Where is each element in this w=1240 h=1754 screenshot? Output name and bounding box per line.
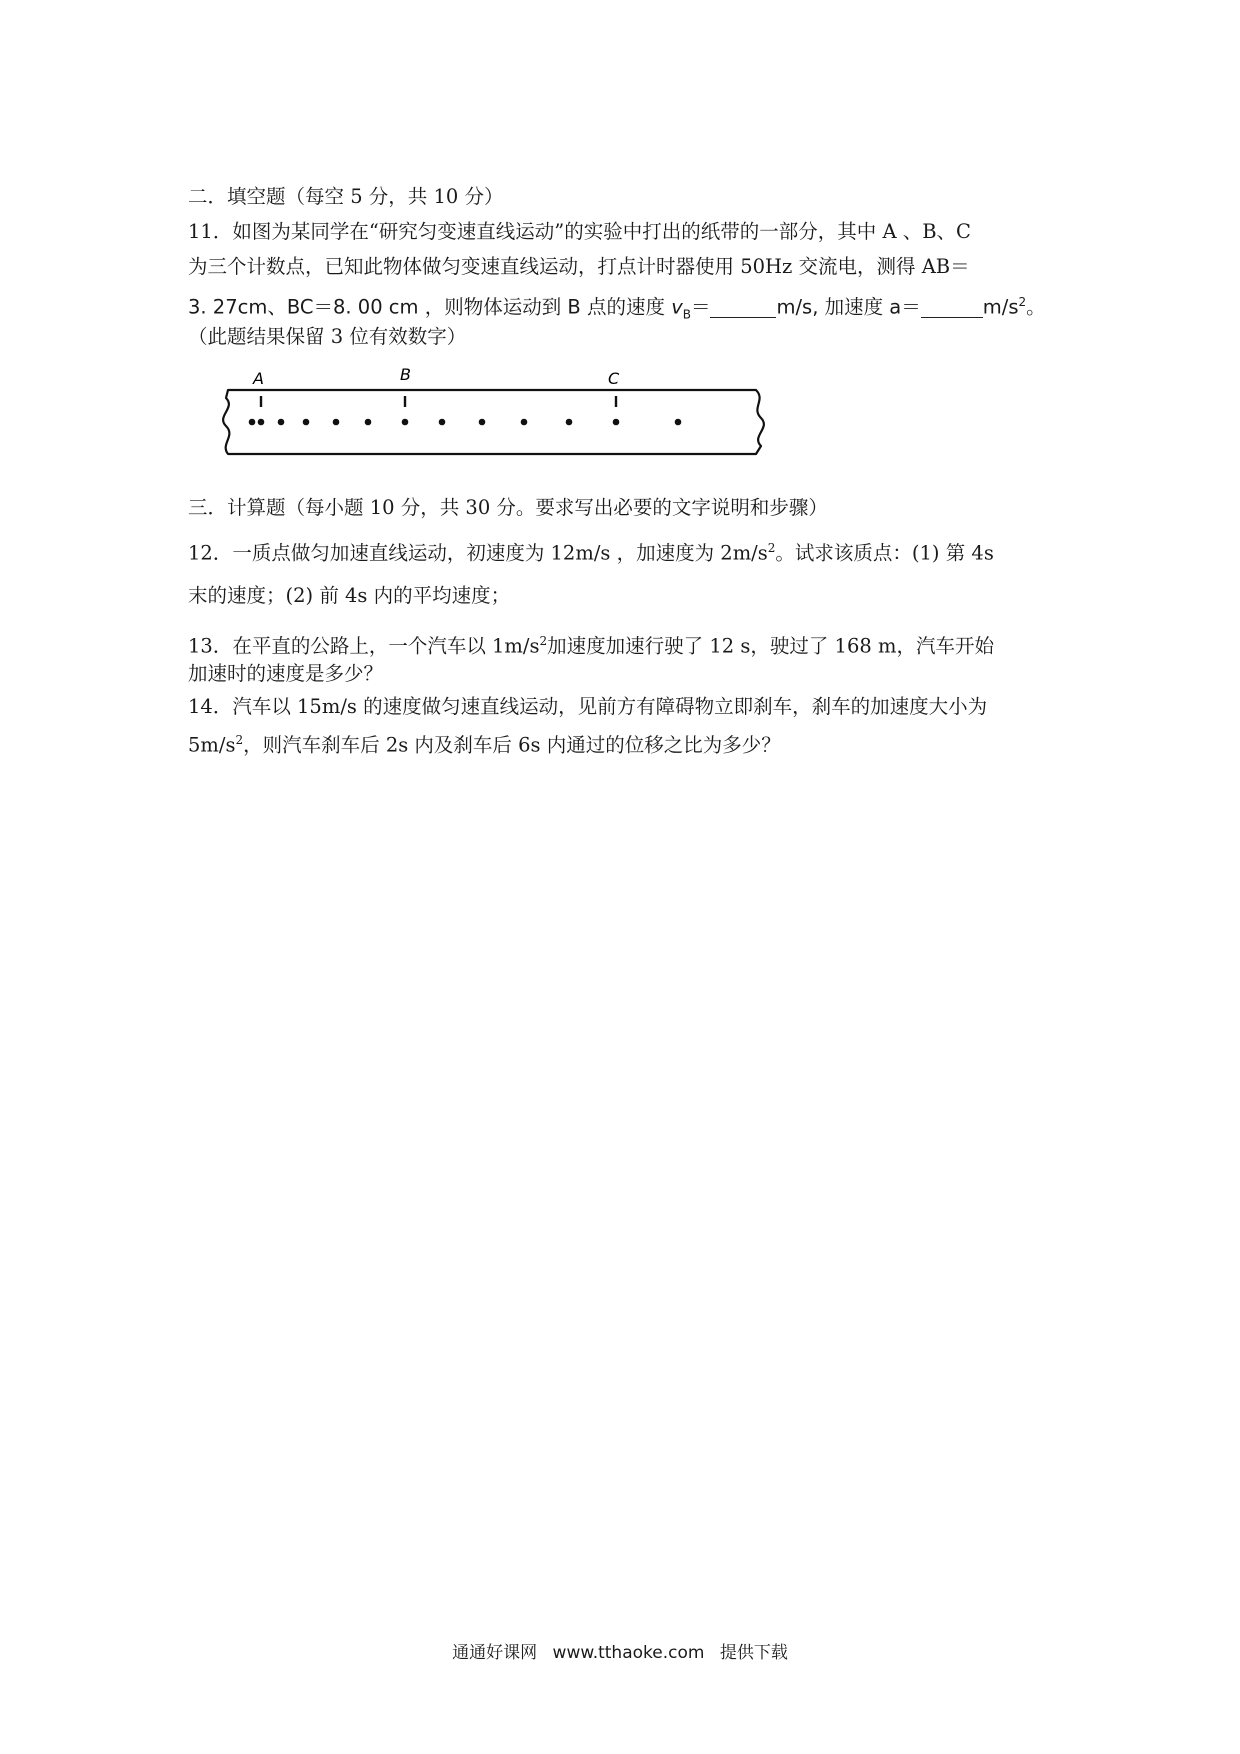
answer-blank-acceleration <box>921 297 983 318</box>
tape-dot <box>365 419 372 426</box>
tape-dots <box>249 419 682 426</box>
section-3-heading: 三．计算题（每小题 10 分，共 30 分。要求写出必要的文字说明和步骤） <box>188 496 828 519</box>
tape-dot <box>249 419 256 426</box>
velocity-subscript: B <box>682 307 691 322</box>
tape-dot <box>402 419 409 426</box>
period: 。 <box>1026 295 1046 319</box>
tape-label-b: B <box>400 368 411 384</box>
q11-line-3-text: 3. 27cm、BC＝8. 00 cm ，则物体运动到 B 点的速度 <box>188 295 672 319</box>
tape-dot <box>303 419 310 426</box>
footer-suffix: 提供下载 <box>719 1643 788 1663</box>
tape-label-c: C <box>608 369 620 388</box>
ticker-tape-diagram <box>206 368 786 460</box>
footer-site-name: 通通好课网 <box>452 1643 538 1663</box>
tape-dot <box>566 419 573 426</box>
q13-line-1 <box>188 627 1068 661</box>
q14-text-b: ，则汽车刹车后 2s 内及刹车后 6s 内通过的位移之比为多少？ <box>243 733 781 757</box>
equals-sign: ＝ <box>690 295 711 319</box>
tape-dot <box>278 419 285 426</box>
footer-url[interactable]: www.tthaoke.com <box>552 1643 705 1663</box>
q13-superscript: 2 <box>539 634 548 648</box>
tape-dot <box>675 419 682 426</box>
q12-text-b: 。试求该质点：(1) 第 4s <box>775 541 994 565</box>
q14-superscript: 2 <box>235 733 244 747</box>
tape-dot <box>521 419 528 426</box>
tape-dot <box>439 419 446 426</box>
q12-superscript: 2 <box>767 541 776 555</box>
q13-text-a: 13．在平直的公路上，一个汽车以 1m/s <box>188 634 540 658</box>
q12-line-2: 末的速度；(2) 前 4s 内的平均速度； <box>188 584 511 607</box>
tape-dot <box>333 419 340 426</box>
q11-note: （此题结果保留 3 位有效数字） <box>188 325 467 348</box>
q13-text-b: 加速度加速行驶了 12 s，驶过了 168 m，汽车开始 <box>547 634 994 658</box>
tape-label-a: A <box>253 369 264 388</box>
section-2-heading: 二．填空题（每空 5 分，共 10 分） <box>188 185 504 208</box>
q11-line-2: 为三个计数点，已知此物体做匀变速直线运动，打点计时器使用 50Hz 交流电，测得 AB＝ <box>188 255 970 278</box>
q14-line-1: 14．汽车以 15m/s 的速度做匀速直线运动，见前方有障碍物立即刹车，刹车的加速度大小为 <box>188 695 988 718</box>
page-footer <box>0 1638 1240 1663</box>
tape-dot <box>613 419 620 426</box>
answer-blank-velocity <box>710 297 776 318</box>
tape-dot <box>258 419 265 426</box>
acceleration-unit: m/s <box>982 295 1019 319</box>
q14-text-a: 5m/s <box>188 733 236 757</box>
acceleration-label: m/s, 加速度 a＝ <box>776 295 921 319</box>
q12-line-1 <box>188 534 1068 568</box>
unit-superscript: 2 <box>1018 295 1027 309</box>
q12-text-a: 12．一质点做匀加速直线运动，初速度为 12m/s ，加速度为 2m/s <box>188 541 768 565</box>
tape-dot <box>479 419 486 426</box>
q11-line-1: 11．如图为某同学在“研究匀变速直线运动”的实验中打出的纸带的一部分，其中 A 、B、C <box>188 220 971 243</box>
q13-line-2: 加速时的速度是多少？ <box>188 662 384 685</box>
q14-line-2 <box>188 726 1068 760</box>
velocity-symbol: v <box>671 295 683 319</box>
